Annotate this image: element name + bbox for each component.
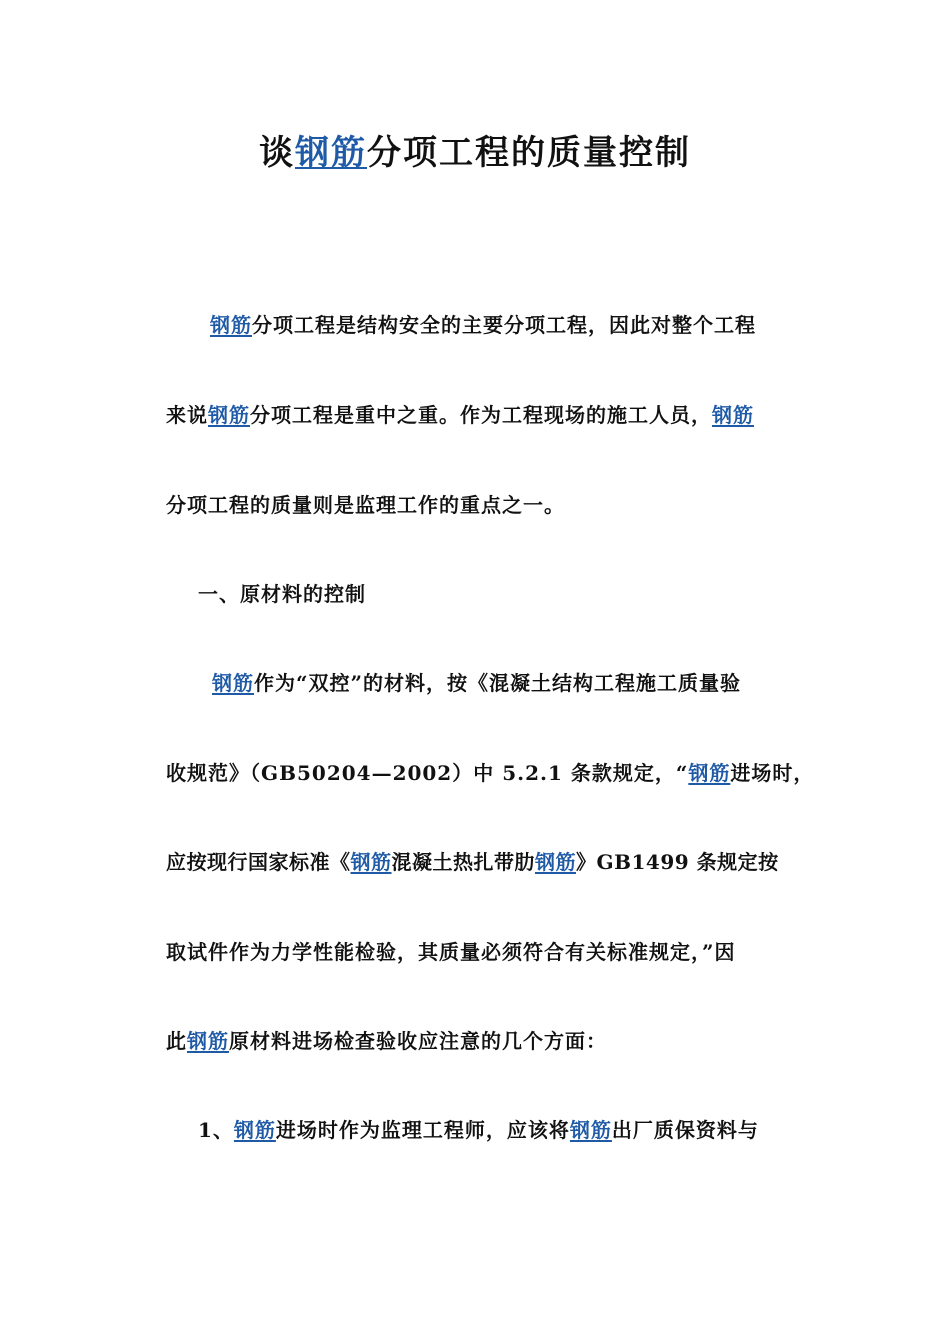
- paragraph-line: [166, 400, 754, 430]
- rebar-link[interactable]: 钢筋: [208, 403, 250, 427]
- rebar-link[interactable]: 钢筋: [688, 761, 731, 785]
- document-title: [0, 128, 950, 178]
- paragraph-text: 作为“双控”的材料，按《混凝土结构工程施工质量验: [254, 671, 742, 695]
- paragraph-line: [166, 937, 736, 967]
- paragraph-text: 分项工程的质量则是监理工作的重点之一。: [166, 493, 565, 517]
- paragraph-line: [166, 1026, 607, 1056]
- paragraph-line: [212, 668, 741, 698]
- paragraph-text: 进场时，: [730, 761, 815, 785]
- title-link-rebar[interactable]: 钢筋: [295, 133, 367, 173]
- paragraph-text: 收规范》（GB50204—2002）中 5.2.1 条款规定，“: [166, 761, 689, 785]
- paragraph-text: 原材料进场检查验收应注意的几个方面：: [229, 1029, 607, 1053]
- rebar-link[interactable]: 钢筋: [233, 1118, 276, 1142]
- rebar-link[interactable]: 钢筋: [210, 313, 252, 337]
- rebar-link[interactable]: 钢筋: [187, 1029, 229, 1053]
- paragraph-text: 来说: [166, 403, 208, 427]
- paragraph-text: 应按现行国家标准《: [166, 850, 351, 874]
- list-item-text: 出厂质保资料与: [611, 1118, 759, 1142]
- rebar-link[interactable]: 钢筋: [350, 850, 392, 874]
- paragraph-line: [210, 310, 756, 340]
- paragraph-text: 此: [166, 1029, 187, 1053]
- rebar-link[interactable]: 钢筋: [712, 403, 754, 427]
- paragraph-line: [166, 758, 814, 788]
- paragraph-line: [166, 847, 779, 877]
- paragraph-text: 取试件作为力学性能检验，其质量必须符合有关标准规定，”因: [166, 940, 736, 964]
- paragraph-line: [166, 490, 565, 520]
- title-text: 谈: [259, 133, 295, 173]
- list-item-text: 进场时作为监理工程师，应该将: [275, 1118, 570, 1142]
- paragraph-text: 分项工程是结构安全的主要分项工程，因此对整个工程: [252, 313, 756, 337]
- paragraph-text: 》GB1499 条规定按: [576, 850, 779, 874]
- section-heading: [198, 579, 366, 609]
- title-text: 分项工程的质量控制: [367, 133, 691, 173]
- rebar-link[interactable]: 钢筋: [535, 850, 576, 874]
- rebar-link[interactable]: 钢筋: [212, 671, 254, 695]
- paragraph-text: 分项工程是重中之重。作为工程现场的施工人员，: [250, 403, 712, 427]
- list-item-text: 1、: [198, 1118, 234, 1142]
- list-item: [198, 1115, 759, 1145]
- section-heading-text: 一、原材料的控制: [198, 582, 366, 606]
- paragraph-text: 混凝土热扎带肋: [391, 850, 535, 874]
- rebar-link[interactable]: 钢筋: [569, 1118, 612, 1142]
